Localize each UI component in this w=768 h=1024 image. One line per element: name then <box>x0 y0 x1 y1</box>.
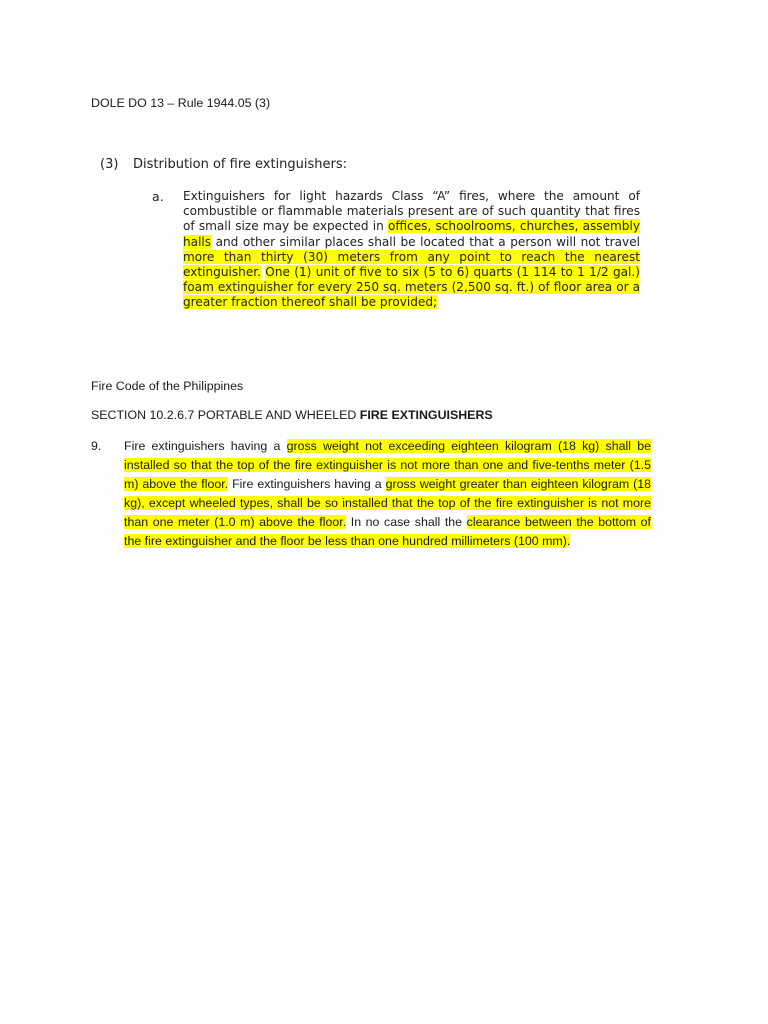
numbered-item-9 <box>91 437 651 551</box>
scanned-excerpt <box>100 155 640 311</box>
excerpt-text-segment: and other similar places shall be located that a person will not travel <box>211 234 640 249</box>
excerpt-text-segment: Extinguishers for light hazards Class “A” fires, where the amount of combustible or flammable materials present are of such quantity that fires of small size may be expected in <box>183 189 640 234</box>
fire-code-title: Fire Code of the Philippines <box>91 379 244 393</box>
item-9-paragraph <box>124 437 651 551</box>
item-text-segment: In no case shall the <box>346 515 467 529</box>
section-title-bold: FIRE EXTINGUISHERS <box>359 408 493 422</box>
item-text-segment: Fire extinguishers having a <box>228 477 386 491</box>
item-text-segment: Fire extinguishers having a <box>124 439 287 453</box>
excerpt-highlight-segment: offices, schoolrooms, churches, assembly halls <box>183 219 641 249</box>
excerpt-item-body <box>183 189 640 311</box>
excerpt-heading-text: Distribution of fire extinguishers: <box>133 157 348 172</box>
excerpt-heading <box>100 155 640 175</box>
item-highlight-segment: clearance between the bottom of the fire extinguisher and the floor be less than one hundred millimeters (100 mm). <box>124 515 651 548</box>
excerpt-highlight-segment: more than thirty (30) meters from any point to reach the nearest extinguisher. <box>183 249 640 280</box>
fire-code-section <box>91 378 651 551</box>
section-title <box>91 407 651 423</box>
excerpt-item-letter: a. <box>152 189 164 204</box>
item-number: 9. <box>91 439 102 453</box>
rule-reference-heading: DOLE DO 13 – Rule 1944.05 (3) <box>91 96 271 110</box>
excerpt-highlight-segment: One (1) unit of five to six (5 to 6) quarts (1 114 to 1 1/2 gal.) foam extinguisher for every 250 sq. meters (2,500 sq. ft.) of floor area or a greater fraction thereof shall be provided; <box>183 265 640 310</box>
item-highlight-segment: gross weight not exceeding eighteen kilogram (18 kg) shall be installed so that the top of the fire extinguisher is not more than one and five-tenths meter (1.5 m) above the floor. <box>124 439 651 491</box>
excerpt-heading-number: (3) <box>100 157 119 172</box>
excerpt-item-a <box>100 189 640 311</box>
section-title-prefix: SECTION 10.2.6.7 PORTABLE AND WHEELED <box>91 408 360 422</box>
item-highlight-segment: gross weight greater than eighteen kilogram (18 kg), except wheeled types, shall be so installed that the top of the fire extinguisher is not more than one meter (1.0 m) above the floor. <box>124 477 652 529</box>
